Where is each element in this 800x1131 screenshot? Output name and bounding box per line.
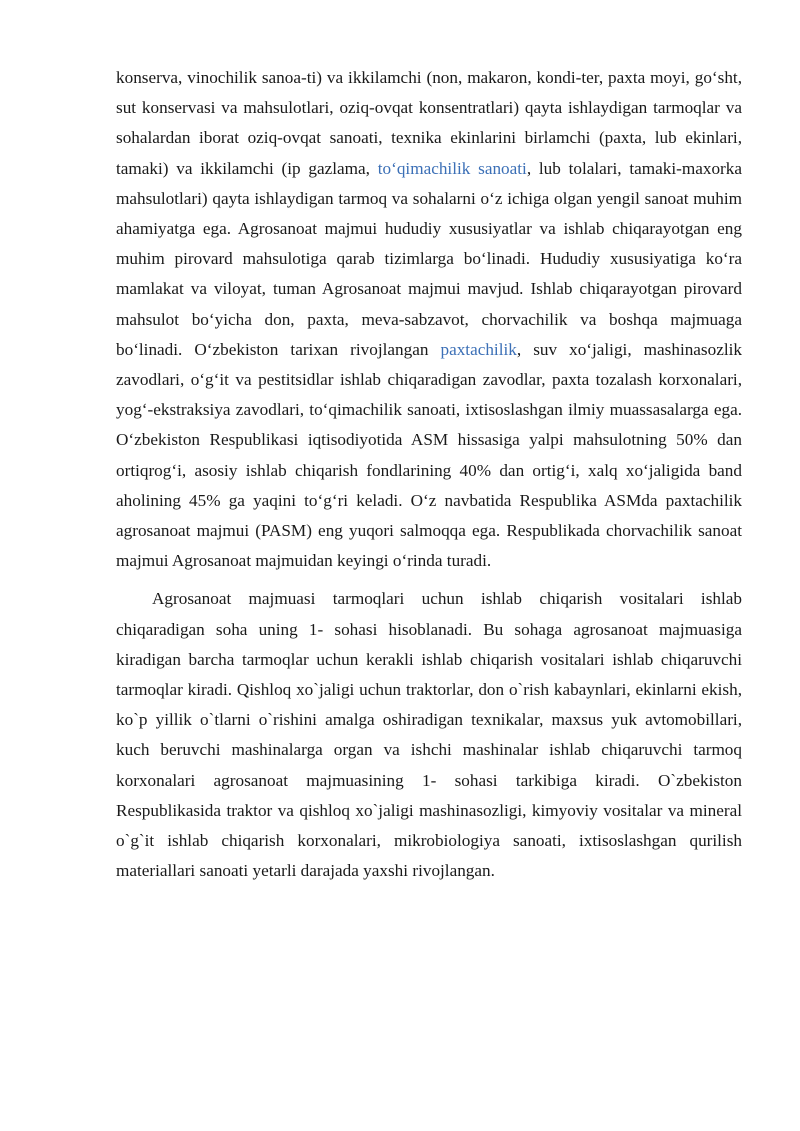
link-toqimachilik-sanoati[interactable]: to‘qimachilik sanoati — [377, 158, 527, 178]
paragraph-1-text-b: , lub tolalari, tamaki-maxorka mahsulotlari) qayta ishlaydigan tarmoq va sohalarni o‘z ichiga olgan yengil sanoat muhim ahamiyatga ega. Agrosanoat majmui hududiy xususiyatlar va ishlab chiqarayotgan eng muhim pirovard mahsulotiga qarab tizimlarga bo‘linadi. Hududiy xususiyatiga ko‘ra mamlakat va viloyat, tuman Agrosanoat majmui mavjud. Ishlab chiqarayotgan pirovard mahsulot bo‘yicha don, paxta, meva-sabzavot, chorvachilik va boshqa majmuaga bo‘linadi. O‘zbekiston tarixan rivojlangan — [116, 158, 742, 359]
paragraph-1-text-c: , suv xo‘jaligi, mashinasozlik zavodlari, o‘g‘it va pestitsidlar ishlab chiqaradigan zavodlar, paxta tozalash korxonalari, yog‘-ekstraksiya zavodlari, to‘qimachilik sanoati, ixtisoslashgan ilmiy muassasalarga ega. O‘zbekiston Respublikasi iqtisodiyotida ASM hissasiga yalpi mahsulotning 50% dan ortiqrog‘i, asosiy ishlab chiqarish fondlarining 40% dan ortig‘i, xalq xo‘jaligida band aholining 45% ga yaqini to‘g‘ri keladi. O‘z navbatida Respublika ASMda paxtachilik agrosanoat majmui (PASM) eng yuqori salmoqqa ega. Respublikada chorvachilik sanoat majmui Agrosanoat majmuidan keyingi o‘rinda turadi. — [116, 339, 742, 571]
document-page — [116, 63, 742, 886]
link-paxtachilik[interactable]: paxtachilik — [440, 339, 517, 359]
paragraph-2: Agrosanoat majmuasi tarmoqlari uchun ishlab chiqarish vositalari ishlab chiqaradigan soha uning 1- sohasi hisoblanadi. Bu sohaga agrosanoat majmuasiga kiradigan barcha tarmoqlar uchun kerakli ishlab chiqarish vositalari ishlab chiqaruvchi tarmoqlar kiradi. Qishloq xo`jaligi uchun traktorlar, don o`rish kabaynlari, ekinlarni ekish, ko`p yillik o`tlarni o`rishini amalga oshiradigan texnikalar, maxsus yuk avtomobillari, kuch beruvchi mashinalarga organ va ishchi mashinalar ishlab chiqaruvchi tarmoq korxonalari agrosanoat majmuasining 1- sohasi tarkibiga kiradi. O`zbekiston Respublikasida traktor va qishloq xo`jaligi mashinasozligi, kimyoviy vositalar va mineral o`g`it ishlab chiqarish korxonalari, mikrobiologiya sanoati, ixtisoslashgan qurilish materiallari sanoati yetarli darajada yaxshi rivojlangan. — [116, 589, 742, 881]
paragraph-1 — [116, 63, 742, 576]
paragraph-1-text-a: konserva, vinochilik sanoa-ti) va ikkilamchi (non, makaron, kondi-ter, paxta moyi, go‘sht, sut konservasi va mahsulotlari, oziq-ovqat konsentratlari) qayta ishlaydigan tarmoqlar va sohalardan iborat oziq-ovqat sanoati, texnika ekinlarini birlamchi (paxta, lub ekinlari, tamaki) va ikkilamchi (ip gazlama, — [116, 68, 742, 178]
